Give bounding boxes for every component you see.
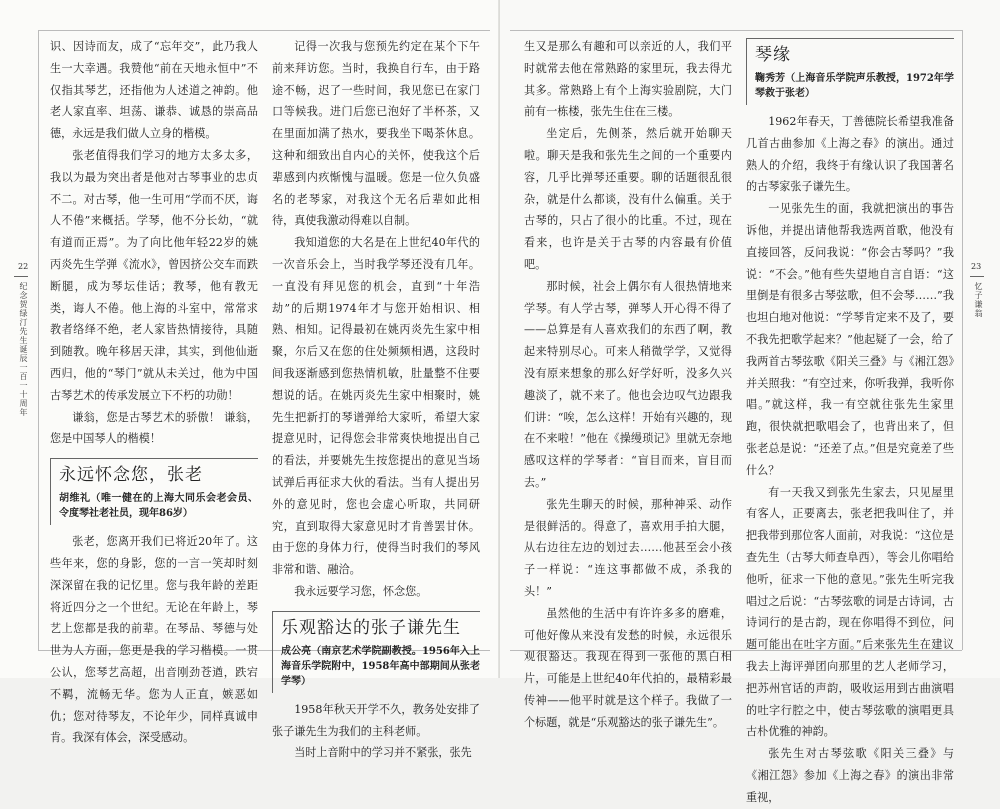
right-margin-rule [962, 30, 963, 650]
section-title: 永远怀念您，张老 [59, 465, 203, 486]
paragraph: 1958年秋天开学不久，教务处安排了张子谦先生为我们的主科老师。 [272, 702, 480, 738]
paragraph: 生又是那么有趣和可以亲近的人，我们平时就常去他在常熟路的家里玩，我去得尤其多。常熟路上有个上海实验剧院，大门前有一栋楼，张先生住在三楼。 [524, 40, 732, 119]
page-number-dash [14, 276, 28, 277]
paragraph: 1962年春天，丁善德院长希望我准备几首古曲参加《上海之春》的演出。通过熟人的介绍，我终于有缘认识了我国著名的古琴家张子谦先生。 [746, 115, 954, 194]
paragraph: 记得一次我与您预先约定在某个下午前来拜访您。当时，我换自行车，由于路途不畅，迟了一些时间，我见您已在家门口等候我。进门后您已泡好了半杯茶，又在里面加满了热水，要我坐下喝茶休息。这种和细致出自内心的关怀，使我这个后辈感到内疚惭愧与温暖。您是一位久负盛名的老琴家，对我这个无名后辈如此相待，真使我激动得难以自制。 [272, 40, 480, 228]
paragraph: 我永远要学习您，怀念您。 [294, 584, 428, 598]
section-author: 鞠秀芳（上海音乐学院声乐教授，1972年学琴救于张老） [755, 73, 954, 99]
paragraph: 那时候，社会上偶尔有人很热情地来学琴。有人学古琴，弹琴人开心得不得了——总算是有人喜欢我们的东西了啊，教起来特别尽心。可来人稍微学学，又觉得没有原来想象的那么好学好听，没多久兴趣淡了，就不来了。他也会边叹气边跟我们讲：“唉，怎么这样！开始有兴趣的，现在不来啦！”他在《操缦琐记》里就无奈地感叹这样的学琴者：“盲目而来，盲目而去。” [524, 279, 732, 489]
section-header [746, 38, 954, 105]
paragraph: 张先生对古琴弦歌《阳关三叠》与《湘江怨》参加《上海之春》的演出非常重视， [746, 747, 954, 804]
section-header [272, 611, 480, 693]
paragraph: 坐定后，先侧茶，然后就开始聊天啦。聊天是我和张先生之间的一个重要内容，几乎比弹琴还重要。聊的话题很乱很杂，就是什么都谈，没有什么偏重。关于古琴的，只占了很小的比重。不过，现在看来，也许是关于古琴的内容最有价值吧。 [524, 127, 732, 271]
section-author: 胡维礼（唯一健在的上海大同乐会老会员、令度琴社老社员，现年86岁） [59, 493, 258, 520]
page-number: 23 [971, 262, 982, 271]
paragraph: 识、因诗而友，成了“忘年交”，此乃我人生一大幸遇。我赞他“前在天地永恒中”不仅指其琴艺，还指他为人述道之神韵。他老人家直率、坦荡、谦恭、诚恳的崇高品德，永远是我们做人立身的楷模。 [50, 40, 258, 141]
paragraph: 张老值得我们学习的地方太多太多，我以为最为突出者是他对古琴事业的忠贞不二。对古琴，他一生可用“学而不厌，诲人不倦”来概括。学琴，他不分长幼，“就有道而正焉”。为了向比他年轻22岁的姚丙炎先生学弹《流水》，曾因挤公交车而跌断腿，成为琴坛佳话；教琴，他有教无类，诲人不倦。他上海的斗室中，常常求教者络绎不绝，老人家皆热情接待，具随到随教。晚年移居天津，其实，到他仙逝西归，他的“琴门”就从未关过，他为中国古琴艺术的传承发展立下不朽的功勋！ [50, 148, 258, 402]
right-column-1 [524, 36, 732, 734]
top-rule [510, 30, 962, 31]
top-rule [38, 30, 490, 31]
paragraph: 虽然他的生活中有许许多多的磨难，可他好像从来没有发愁的时候，永远很乐观很豁达。我现在得到一张他的黑白相片，可能是上世纪40年代拍的，最精彩最传神——他平时就是这个样子。我做了一个标题，就是“乐观豁达的张子谦先生”。 [524, 606, 732, 729]
left-margin-rule [38, 30, 39, 650]
paragraph: 张先生聊天的时候，那种神采、动作是很鲜活的。得意了，喜欢用手拍大腿，从右边往左边的划过去……他甚至会小孩子一样说：“连这事都做不成，杀我的头！” [524, 497, 732, 598]
page-number-dash [970, 276, 984, 277]
left-column-2 [272, 36, 480, 764]
right-page [500, 0, 1000, 804]
left-column-1 [50, 36, 258, 749]
paragraph: 一见张先生的面，我就把演出的事告诉他，并提出请他帮我选两首歌，他没有直接回答，反问我说：“你会古琴吗？”我说：“不会。”他有些失望地自言自语：“这里倒是有很多古琴弦歌，但不会琴……”我也坦白地对他说：“学琴肯定来不及了，要不我先把歌学起来？”他起疑了一会，给了我两首古琴弦歌《阳关三叠》与《湘江怨》并关照我：“有空过来，你听我弹，我听你唱。”就这样，我一有空就往张先生家里跑，很快就把歌唱会了，也背出来了，但张老总是说：“还差了点。”但是究竟差了些什么？ [746, 202, 954, 477]
paragraph: 张老，您离开我们已将近20年了。这些年来，您的身影，您的一言一笑却时刻深深留在我的记忆里。您与我年龄的差距将近四分之一个世纪。无论在年龄上，琴艺上您都是我的前辈。在琴品、琴德与处世为人方面，您更是我的学习楷模。一贯公认，您琴艺高超，出音刚劲苍遒，跌宕不羁，流畅无华。您为人正直，嫉恶如仇；您对待琴友，不论年少，同样真诚申肯。我深有体会，深受感动。 [50, 535, 258, 745]
side-label: 忆子谦翁 [974, 282, 983, 318]
side-label: 纪念贺绿汀先生诞辰一百一十周年 [19, 282, 28, 417]
paragraph: 有一天我又到张先生家去，只见屋里有客人，正要离去，张老把我叫住了，并把我带到那位客人面前，对我说：“这位是查先生（古琴大师查阜西），等会儿你唱给他听，征求一下他的意见。”张先生听完我唱过之后说：“古琴弦歌的词是古诗词，古诗词行的是古韵，现在你唱得不到位，问题可能出在吐字方面。”后来张先生在建议我去上海评弹团向那里的艺人老师学习，把苏州官话的声韵，吸收运用到古曲演唱的吐字行腔之中，使古琴弦歌的演唱更具古朴优雅的神韵。 [746, 485, 954, 739]
section-title: 琴缘 [755, 45, 791, 65]
paragraph: 谦翁，您是古琴艺术的骄傲！ 谦翁，您是中国琴人的楷模！ [50, 410, 258, 446]
section-title: 乐观豁达的张子谦先生 [281, 617, 461, 638]
left-page [0, 0, 500, 760]
page-number: 22 [18, 262, 29, 271]
paragraph: 当时上音附中的学习并不紧张，张先 [294, 746, 472, 760]
paragraph: 我知道您的大名是在上世纪40年代的一次音乐会上，当时我学琴还没有几年。一直没有拜见您的机会，直到“十年浩劫”的后期1974年才与您开始相识、相熟、相知。记得最初在姚丙炎先生家中相聚，尔后又在您的住处频频相遇，这段时间我逐渐感到您热情机敏，肚量整不住要想说的话。在姚丙炎先生家中相聚时，姚先生把新打的琴谱弹给大家听，希望大家提意见时，记得您会非常爽快地提出自己的看法，并要姚先生按您提出的意见当场试弹后再征求大伙的看法。当有人提出另外的意见时，您也会虚心听取，共同研究，直到取得大家意见时才肯善罢甘休。由于您的身体力行，使得当时我们的琴风非常和谐、融洽。 [272, 236, 480, 577]
section-header [50, 458, 258, 525]
right-column-2 [746, 36, 954, 809]
section-author: 成公亮（南京艺术学院副教授。1956年入上海音乐学院附中，1958年高中部期间从张老学琴） [281, 645, 480, 687]
